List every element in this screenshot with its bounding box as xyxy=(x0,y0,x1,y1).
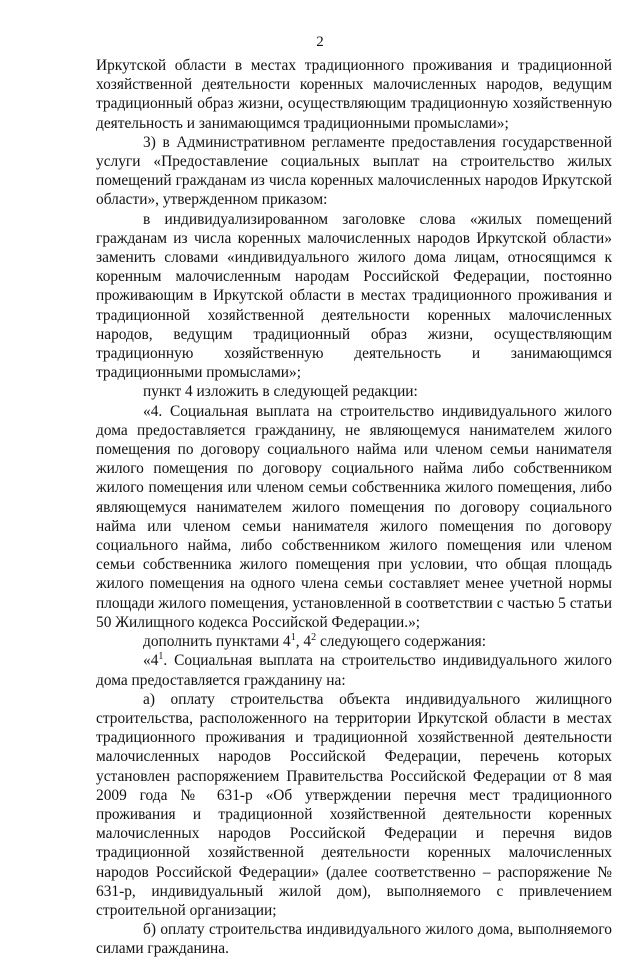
paragraph-item-3: 3) в Административном регламенте предоставления государственной услуги «Предоставление социальных выплат на строительство жилых помещений гражданам из числа коренных малочисленных народов Иркутской области», утвержденном приказом: xyxy=(96,133,612,209)
paragraph-subpoint-b: б) оплату строительства индивидуального жилого дома, выполняемого силами гражданина. xyxy=(96,921,612,958)
add-points-text-3: следующего содержания: xyxy=(316,633,487,651)
add-points-text-2: , 4 xyxy=(295,633,312,651)
point-4-1-superscript: 1 xyxy=(158,651,164,663)
paragraph-heading-replacement: в индивидуализированном заголовке слова «жилых помещений гражданам из числа коренных малочисленных народов Иркутской области» заменить словами «индивидуального жилого дома лицам, относящимся к коренным малочисленным народам Российской Федерации, постоянно проживающим в Иркутской области в местах традиционного проживания и традиционной хозяйственной деятельности коренных малочисленных народов, ведущим традиционный образ жизни, осуществляющим традиционную хозяйственную деятельность и занимающимся традиционными промыслами»; xyxy=(96,210,612,382)
paragraph-point-4-intro: пункт 4 изложить в следующей редакции: xyxy=(143,383,418,401)
paragraph-point-4-text: «4. Социальная выплата на строительство индивидуального жилого дома предоставляется гражданину, не являющемуся нанимателем жилого помещения по договору социального найма или членом семьи нанимателя жилого помещения по договору социального найма либо собственником жилого помещения или членом семьи собственника жилого помещения, либо являющемуся нанимателем жилого помещения по договору социального найма или членом семьи нанимателя жилого помещения по договору социального найма, либо собственником жилого помещения или членом семьи собственника жилого помещения при условии, что общая площадь жилого помещения на одного члена семьи составляет менее учетной нормы площади жилого помещения, установленной в соответствии с частью 5 статьи 50 Жилищного кодекса Российской Федерации.»; xyxy=(96,402,612,631)
point-4-1-text: . Социальная выплата на строительство индивидуального жилого дома предоставляется гражданину на: xyxy=(96,652,612,689)
document-body xyxy=(96,56,612,959)
paragraph-point-4-1 xyxy=(96,651,612,689)
superscript-2: 2 xyxy=(311,631,317,643)
paragraph-continuation: Иркутской области в местах традиционного проживания и традиционной хозяйственной деятельности коренных малочисленных народов, ведущим традиционный образ жизни, осуществляющим традиционную хозяйственную деятельность и занимающимся традиционными промыслами»; xyxy=(96,57,612,132)
page-number: 2 xyxy=(316,34,324,50)
superscript-1: 1 xyxy=(290,631,296,643)
paragraph-subpoint-a: а) оплату строительства объекта индивидуального жилищного строительства, расположенного на территории Иркутской области в местах традиционного проживания и традиционной хозяйственной деятельности малочисленных народов Российской Федерации, перечень которых установлен распоряжением Правительства Российской Федерации от 8 мая 2009 года № 631-р «Об утверждении перечня мест традиционного проживания и традиционной хозяйственной деятельности коренных малочисленных народов Российской Федерации и перечня видов традиционной хозяйственной деятельности коренных малочисленных народов Российской Федерации» (далее соответственно – распоряжение № 631-р, индивидуальный жилой дом), выполняемого с привлечением строительной организации; xyxy=(96,690,612,919)
point-4-1-number: «4 xyxy=(143,652,159,670)
add-points-text-1: дополнить пунктами 4 xyxy=(143,633,291,651)
paragraph-add-points xyxy=(96,632,612,651)
